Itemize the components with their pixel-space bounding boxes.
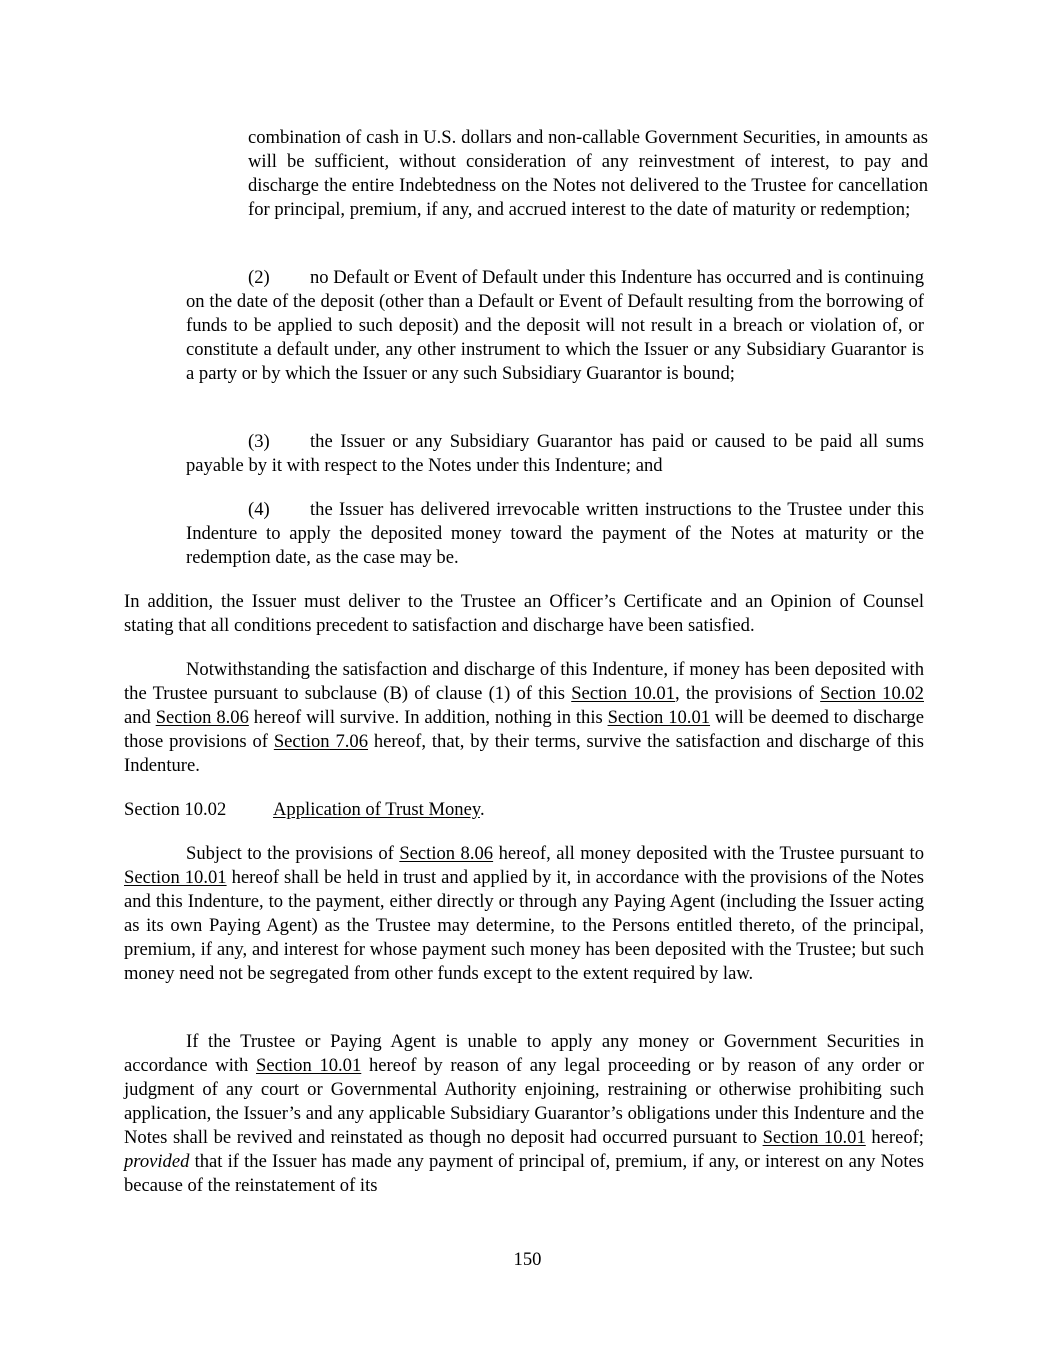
clause-1b-continuation: combination of cash in U.S. dollars and non-callable Government Securities, in amounts as will be sufficient, without consideration of any reinvestment of interest, to pay and discharge the entire Indebtedness on the Notes not delivered to the Trustee for cancellation for principal, premium, if any, and accrued interest to the date of maturity or redemption; <box>248 127 928 220</box>
section-heading <box>124 798 924 822</box>
text-run: hereof shall be held in trust and applied by it, in accordance with the provisions of the Notes and this Indenture, to the payment, either directly or through any Paying Agent (including the Issuer acting as its own Paying Agent) as the Trustee may determine, to the Persons entitled thereto, of the principal, premium, if any, and interest for whose payment such money has been deposited with the Trustee; but such money need not be segregated from other funds except to the extent required by law. <box>124 867 924 984</box>
section-10-01-link[interactable]: Section 10.01 <box>124 867 227 888</box>
page-number: 150 <box>513 1249 542 1270</box>
text-run: hereof; <box>865 1127 924 1148</box>
text-run: , the provisions of <box>675 683 821 704</box>
text-run: will be deemed to discharge those provisions of <box>124 707 924 752</box>
clause-number: (4) <box>248 499 270 520</box>
section-10-01-link[interactable]: Section 10.01 <box>762 1127 866 1148</box>
section-10-01-link[interactable]: Section 10.01 <box>607 707 711 728</box>
if-trustee-paragraph <box>124 1030 924 1198</box>
clause-2 <box>186 266 924 386</box>
in-addition-paragraph: In addition, the Issuer must deliver to the Trustee an Officer’s Certificate and an Opinion of Counsel stating that all conditions precedent to satisfaction and discharge have been satisfied. <box>124 591 924 636</box>
clause-number: (3) <box>248 431 270 452</box>
clause-text: the Issuer has delivered irrevocable written instructions to the Trustee under this Indenture to apply the deposited money toward the payment of the Notes at maturity or the redemption date, as the case may be. <box>186 499 924 568</box>
clause-3 <box>186 430 924 478</box>
text-run: hereof, that, by their terms, survive the satisfaction and discharge of this Indenture. <box>124 731 924 776</box>
text-run: and <box>124 707 156 728</box>
text-run: hereof will survive. In addition, nothing in this <box>248 707 608 728</box>
section-title-period: . <box>479 799 485 820</box>
subject-to-paragraph <box>124 842 924 986</box>
section-8-06-link[interactable]: Section 8.06 <box>155 707 249 728</box>
clause-text: no Default or Event of Default under this Indenture has occurred and is continuing on the date of the deposit (other than a Default or Event of Default resulting from the borrowing of funds to be applied to such deposit) and the deposit will not result in a breach or violation of, or constitute a default under, any other instrument to which the Issuer or any Subsidiary Guarantor is a party or by which the Issuer or any such Subsidiary Guarantor is bound; <box>186 267 924 384</box>
section-10-01-link[interactable]: Section 10.01 <box>571 683 676 704</box>
text-run: hereof by reason of any legal proceeding or by reason of any order or judgment of any court or Governmental Authority enjoining, restraining or otherwise prohibiting such application, the Issuer’s and any applicable Subsidiary Guarantor’s obligations under this Indenture and the Notes shall be revived and reinstated as though no deposit had occurred pursuant to <box>124 1055 924 1148</box>
text-run: hereof, all money deposited with the Trustee pursuant to <box>493 843 925 864</box>
text-run: If the Trustee or Paying Agent is unable to apply any money or Government Securities in accordance with <box>124 1031 924 1076</box>
text-run: Notwithstanding the satisfaction and discharge of this Indenture, if money has been deposited with the Trustee pursuant to subclause (B) of clause (1) of this <box>124 659 924 704</box>
section-8-06-link[interactable]: Section 8.06 <box>399 843 494 864</box>
clause-4 <box>186 498 924 570</box>
clause-text: the Issuer or any Subsidiary Guarantor has paid or caused to be paid all sums payable by it with respect to the Notes under this Indenture; and <box>186 431 924 476</box>
text-run: that if the Issuer has made any payment of principal of, premium, if any, or interest on any Notes because of the reinstatement of its <box>124 1151 924 1196</box>
section-10-01-link[interactable]: Section 10.01 <box>256 1055 362 1076</box>
provided-italic: provided <box>124 1151 190 1172</box>
section-7-06-link[interactable]: Section 7.06 <box>273 731 369 752</box>
section-title: Application of Trust Money <box>273 799 480 820</box>
clause-number: (2) <box>248 267 270 288</box>
section-number: Section 10.02 <box>124 799 227 820</box>
notwithstanding-paragraph <box>124 658 924 778</box>
section-10-02-link[interactable]: Section 10.02 <box>820 683 924 704</box>
text-run: Subject to the provisions of <box>186 843 400 864</box>
